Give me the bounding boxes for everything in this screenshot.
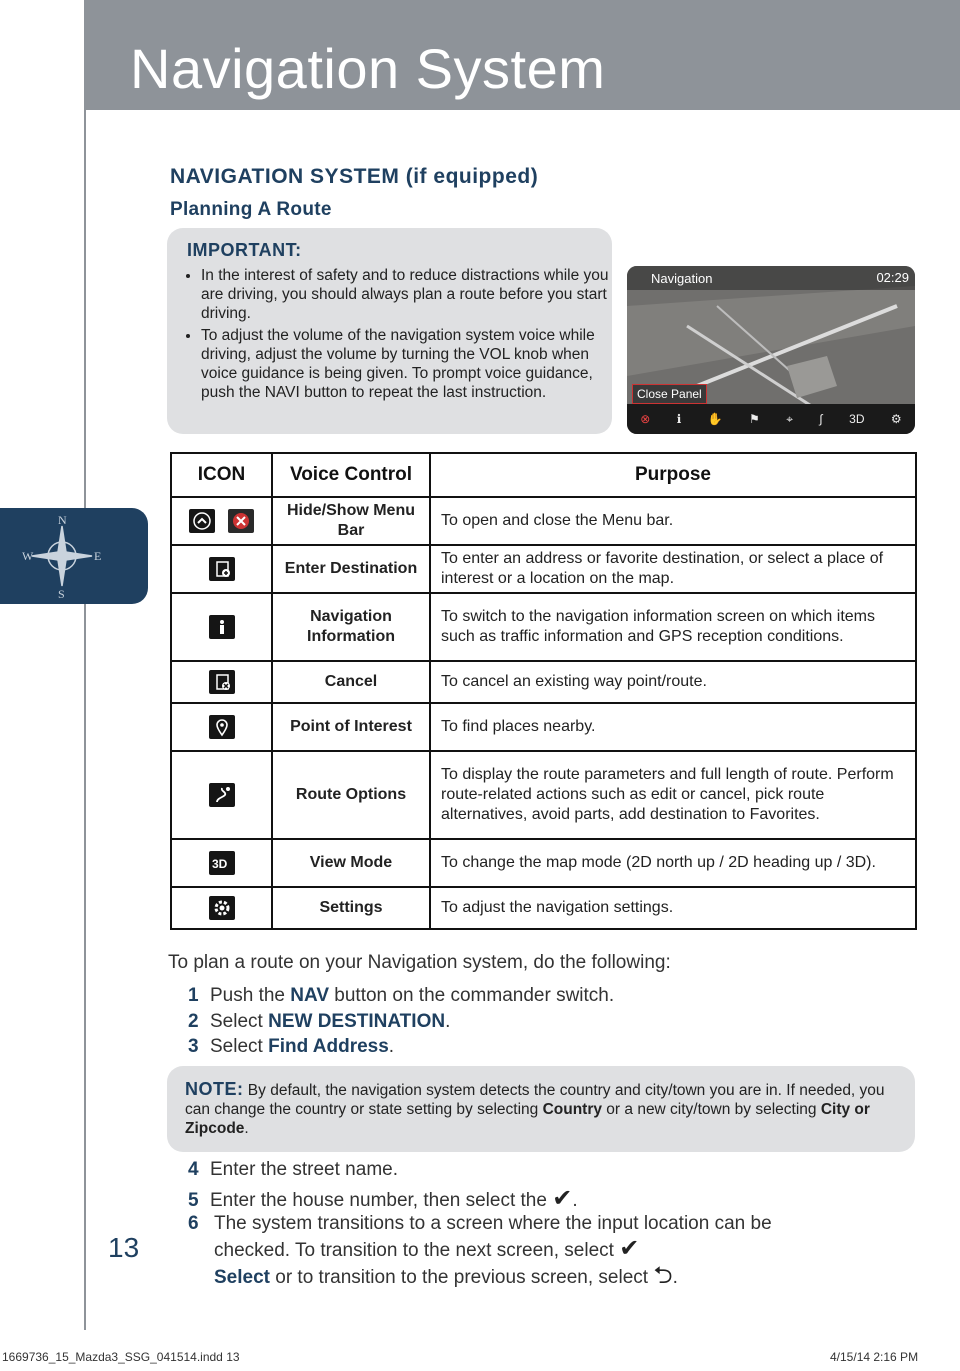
intro-text: To plan a route on your Navigation system, do the following: (168, 952, 671, 973)
step-number: 6 (188, 1213, 199, 1234)
step-item (188, 1011, 450, 1033)
step-text: Select (210, 1011, 269, 1032)
header-icon: ICON (171, 453, 272, 497)
step-text: . (672, 1267, 678, 1288)
note-body: . (244, 1120, 249, 1137)
footer-file-info: 1669736_15_Mazda3_SSG_041514.indd 13 (2, 1350, 240, 1364)
view-3d-label: 3D (849, 412, 865, 426)
step-item (188, 1036, 394, 1058)
step-text: Enter the house number, then select the (210, 1190, 547, 1211)
note-body: or a new city/town by selecting (602, 1101, 821, 1118)
step-text: Enter the street name. (210, 1159, 398, 1180)
page-number: 13 (108, 1232, 140, 1263)
header-voice-control: Voice Control (272, 453, 430, 497)
step-number: 1 (188, 985, 199, 1006)
gear-icon (209, 896, 235, 920)
cancel-route-icon (209, 670, 235, 694)
purpose-cell: To change the map mode (2D north up / 2D heading up / 3D). (430, 839, 916, 887)
note-text (185, 1080, 895, 1138)
screen-title: Navigation (651, 271, 713, 286)
purpose-cell: To switch to the navigation information screen on which items such as traffic information and GPS reception conditions. (430, 593, 916, 661)
note-body: By default, the navigation system detects the country and city/town you are in. If needed, you can change the country or state setting by selecting (185, 1082, 885, 1118)
close-icon (228, 509, 254, 533)
voice-control-cell: Hide/Show Menu Bar (272, 497, 430, 545)
gear-icon: ⚙ (890, 412, 902, 426)
checkmark-icon: ✔ (552, 1185, 573, 1212)
voice-control-cell: Point of Interest (272, 703, 430, 751)
step-number: 4 (188, 1159, 199, 1180)
purpose-cell: To enter an address or favorite destination, or select a place of interest or a location on the map. (430, 545, 916, 593)
step-text: or to transition to the previous screen, select (269, 1267, 649, 1288)
step-text: . (445, 1011, 451, 1032)
step-text: The system transitions to a screen where the input location can be checked. To transition to the next screen, select (214, 1213, 772, 1261)
voice-control-cell: Settings (272, 887, 430, 929)
icon-cell (171, 751, 272, 839)
hand-icon: ✋ (707, 412, 723, 426)
page-title: Navigation System (130, 37, 606, 100)
voice-control-cell: Route Options (272, 751, 430, 839)
purpose-cell: To cancel an existing way point/route. (430, 661, 916, 703)
close-panel-label: Close Panel (632, 384, 707, 404)
header-purpose: Purpose (430, 453, 916, 497)
step-bold: Find Address (268, 1036, 389, 1057)
step-number: 3 (188, 1036, 199, 1057)
icon-cell (171, 497, 272, 545)
voice-control-cell: Navigation Information (272, 593, 430, 661)
step-number: 5 (188, 1190, 199, 1211)
table-header-row (171, 453, 916, 497)
back-arrow-icon: ⮌ (653, 1262, 673, 1289)
important-box (167, 228, 612, 434)
step-text: Push the (210, 985, 291, 1006)
compass-icon (0, 508, 148, 604)
icon-cell (171, 545, 272, 593)
step-bold: Select (214, 1267, 270, 1288)
voice-control-cell: Enter Destination (272, 545, 430, 593)
table-row (171, 661, 916, 703)
table-row (171, 839, 916, 887)
important-list (187, 266, 613, 405)
important-bullet: • To adjust the volume of the navigation system voice while driving, adjust the volume by turning the VOL knob when voice guidance is being given. To prompt voice guidance, push the NAVI button to repeat the last instruction. (201, 326, 613, 402)
purpose-cell: To find places nearby. (430, 703, 916, 751)
flag-icon: ⚑ (749, 412, 760, 426)
icon-cell (171, 887, 272, 929)
table-row (171, 703, 916, 751)
svg-text:N: N (58, 513, 67, 527)
important-bullet: • In the interest of safety and to reduce distractions while you are driving, you should always plan a route before you start driving. (201, 266, 613, 323)
note-bold: Country (542, 1101, 602, 1118)
screen-clock: 02:29 (876, 270, 909, 285)
svg-text:W: W (22, 549, 34, 563)
important-label: IMPORTANT: (187, 240, 302, 260)
icon-cell (171, 839, 272, 887)
route-icon: ∫ (819, 412, 823, 426)
view-mode-3d-icon (209, 851, 235, 875)
close-icon: ⊗ (640, 412, 651, 426)
purpose-cell: To display the route parameters and full length of route. Perform route-related actions such as edit or cancel, pick route alternatives, avoid parts, add destination to Favorites. (430, 751, 916, 839)
icon-cell (171, 593, 272, 661)
step-item (188, 1159, 398, 1181)
screen-title-bar (627, 266, 915, 290)
step-text: . (388, 1036, 395, 1057)
checkmark-icon: ✔ (619, 1235, 640, 1262)
table-row (171, 545, 916, 593)
pin-icon: ⌖ (786, 411, 793, 426)
chevron-up-icon (189, 509, 215, 533)
enter-destination-icon (209, 557, 235, 581)
subsection-title: Planning A Route (170, 199, 332, 220)
step-item (188, 1184, 578, 1213)
purpose-cell: To adjust the navigation settings. (430, 887, 916, 929)
voice-control-cell: View Mode (272, 839, 430, 887)
table-row (171, 751, 916, 839)
route-options-icon (209, 783, 235, 807)
map-pin-icon (209, 715, 235, 739)
step-bold: NAV (290, 985, 329, 1006)
svg-text:E: E (94, 549, 102, 563)
info-icon: ℹ (676, 412, 682, 426)
purpose-cell: To open and close the Menu bar. (430, 497, 916, 545)
svg-text:S: S (58, 587, 65, 601)
note-box (167, 1066, 915, 1152)
icon-cell (171, 661, 272, 703)
table-row (171, 887, 916, 929)
screen-toolbar (627, 404, 915, 434)
footer-timestamp: 4/15/14 2:16 PM (830, 1350, 919, 1364)
step-text: Select (210, 1036, 269, 1057)
step-text: . (572, 1190, 578, 1211)
info-icon (209, 615, 235, 639)
step-number: 2 (188, 1011, 199, 1032)
step-bold: NEW DESTINATION (268, 1011, 446, 1032)
svg-text:3D: 3D (211, 857, 227, 871)
note-bold: City or Zipcode (185, 1101, 870, 1137)
compass-tab (0, 508, 148, 604)
icon-table (170, 452, 917, 930)
step-text: button on the commander switch. (329, 985, 615, 1006)
voice-control-cell: Cancel (272, 661, 430, 703)
icon-cell (171, 703, 272, 751)
table-row (171, 593, 916, 661)
navigation-screen-photo (627, 266, 915, 434)
note-label: NOTE: (185, 1079, 244, 1099)
table-row (171, 497, 916, 545)
section-title: NAVIGATION SYSTEM (if equipped) (170, 165, 539, 188)
step-item (188, 1211, 848, 1290)
margin-rule (84, 0, 86, 1330)
step-item (188, 985, 614, 1007)
